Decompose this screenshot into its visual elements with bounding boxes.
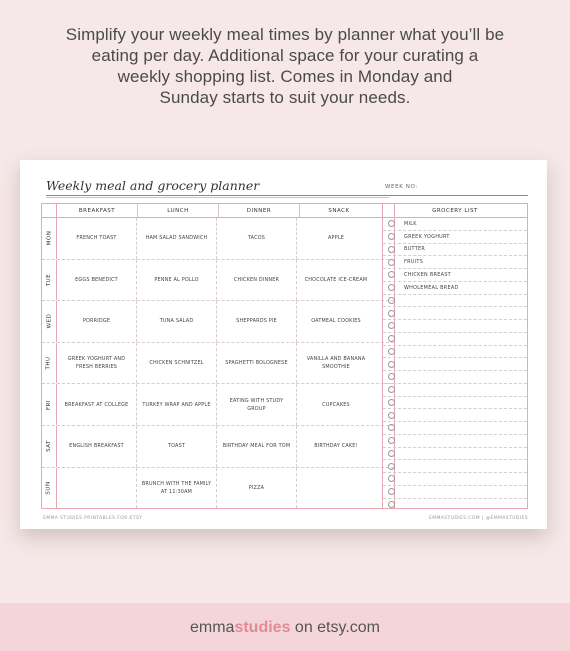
meal-cell-snack[interactable] [297,468,375,509]
grocery-list [382,203,528,509]
day-row-wed [42,301,394,343]
grocery-item [383,486,527,499]
title-divider [46,195,389,198]
intro-line-1: Simplify your weekly meal times by planner what you’ll be [65,25,505,44]
meal-cell-breakfast[interactable]: FRENCH TOAST [57,218,137,259]
meal-cell-snack[interactable]: VANILLA AND BANANA SMOOTHIE [306,356,366,371]
grocery-item [383,499,527,512]
checkbox-circle-icon[interactable] [388,399,395,406]
checkbox-circle-icon[interactable] [388,412,395,419]
grocery-item [383,460,527,473]
meal-cell-dinner[interactable]: TACOS [217,218,297,259]
checkbox-circle-icon[interactable] [388,310,395,317]
grocery-item [383,295,527,308]
day-label [42,260,57,301]
day-label-text: SUN [45,481,52,495]
checkbox-circle-icon[interactable] [388,450,395,457]
meal-cell-dinner[interactable]: BIRTHDAY MEAL FOR TOM [217,426,297,467]
day-label-text: THU [46,356,52,370]
checkbox-circle-icon[interactable] [388,373,395,380]
grocery-item-text[interactable]: GREEK YOGHURT [404,233,450,240]
grocery-item [383,473,527,486]
checkbox-circle-icon[interactable] [388,220,395,227]
meal-cell-breakfast[interactable]: EGGS BENEDICT [57,260,137,301]
grocery-item [383,384,527,397]
grocery-item [383,358,527,371]
day-label [42,384,57,425]
day-row-mon [42,218,394,260]
week-number-line [385,195,528,196]
day-label [42,343,57,384]
grocery-item [383,435,527,448]
grocery-item [383,218,527,231]
grocery-item [383,269,527,282]
meal-cell-dinner[interactable]: EATING WITH STUDY GROUP [217,384,297,425]
meal-cell-lunch[interactable]: CHICKEN SCHNITZEL [137,343,217,384]
meal-cell-dinner[interactable]: SPAGHETTI BOLOGNESE [217,343,297,384]
checkbox-circle-icon[interactable] [388,501,395,508]
meal-cell-snack[interactable]: APPLE [327,235,345,242]
meal-cell-snack[interactable]: OATMEAL COOKIES [311,318,361,325]
meal-cell-snack[interactable]: CHOCOLATE ICE-CREAM [304,276,368,283]
meal-cell-lunch[interactable]: HAM SALAD SANDWICH [137,218,217,259]
meal-cell-lunch[interactable]: PENNE AL POLLO [137,260,217,301]
checkbox-circle-icon[interactable] [388,424,395,431]
grocery-item [383,231,527,244]
day-label-text: TUE [46,273,52,287]
footer-website: EMMASTUDIES.COM | @EMMASTUDIES [428,516,528,521]
meal-cell-dinner[interactable]: PIZZA [217,468,297,509]
checkbox-circle-icon[interactable] [388,233,395,240]
checkbox-circle-icon[interactable] [388,437,395,444]
day-label [42,218,57,259]
day-label-text: FRI [45,399,52,410]
grocery-item [383,307,527,320]
grocery-item-text[interactable]: CHICKEN BREAST [404,271,451,278]
brand-prefix: emma [190,619,235,636]
day-row-sun [42,468,394,509]
grocery-item [383,422,527,435]
intro-line-4: Sunday starts to suit your needs. [159,88,411,107]
meal-cell-breakfast[interactable]: PORRIDGE [57,301,137,342]
meal-header-lunch: LUNCH [138,204,219,217]
grocery-item-text[interactable]: WHOLEMEAL BREAD [404,284,459,291]
meal-header-snack: SNACK [328,207,350,214]
checkbox-circle-icon[interactable] [388,488,395,495]
grocery-item [383,333,527,346]
meal-cell-breakfast[interactable] [57,468,137,509]
grocery-item [383,448,527,461]
checkbox-circle-icon[interactable] [388,322,395,329]
checkbox-circle-icon[interactable] [388,348,395,355]
day-label [42,301,57,342]
checkbox-circle-icon[interactable] [388,386,395,393]
intro-line-3: weekly shopping list. Comes in Monday and [117,67,453,86]
brand-bold: studies [234,619,291,636]
meal-header-corner [42,204,57,217]
grocery-item [383,256,527,269]
checkbox-circle-icon[interactable] [388,246,395,253]
grocery-item [383,282,527,295]
grocery-item [383,397,527,410]
day-label-text: WED [46,314,52,329]
meal-header-breakfast: BREAKFAST [57,204,138,217]
day-row-sat [42,426,394,468]
day-row-thu [42,343,394,385]
day-label-text: SAT [45,440,52,453]
footer-credit: EMMA STUDIES PRINTABLES FOR ETSY [43,516,143,521]
grocery-list-header: GROCERY LIST [383,204,527,218]
meal-cell-lunch[interactable]: TOAST [137,426,217,467]
meal-cell-lunch[interactable]: TUNA SALAD [137,301,217,342]
day-label [42,468,57,509]
meal-cell-breakfast[interactable]: ENGLISH BREAKFAST [57,426,137,467]
meal-cell-snack[interactable]: CUPCAKES [322,401,350,408]
checkbox-circle-icon[interactable] [388,271,395,278]
meal-cell-dinner[interactable]: CHICKEN DINNER [217,260,297,301]
meal-cell-breakfast[interactable]: BREAKFAST AT COLLEGE [57,384,137,425]
meal-cell-snack[interactable]: BIRTHDAY CAKE! [314,443,358,450]
checkbox-circle-icon[interactable] [388,284,395,291]
day-label-text: MON [46,230,53,246]
grocery-item-text[interactable]: FRUITS [404,259,424,266]
brand-line [0,619,570,637]
brand-suffix: on etsy.com [290,619,380,636]
intro-text [30,24,540,108]
checkbox-circle-icon[interactable] [388,361,395,368]
checkbox-circle-icon[interactable] [388,335,395,342]
meal-cell-dinner[interactable]: SHEPPARDS PIE [217,301,297,342]
checkbox-circle-icon[interactable] [388,297,395,304]
grocery-item-text[interactable]: BUTTER [404,246,426,253]
meal-cell-lunch[interactable]: TURKEY WRAP AND APPLE [137,384,217,425]
grocery-item-text[interactable]: MILK [404,220,417,227]
checkbox-circle-icon[interactable] [388,259,395,266]
grocery-item [383,371,527,384]
planner-sheet [20,160,547,529]
grocery-item [383,244,527,257]
meal-table [41,203,395,509]
intro-line-2: eating per day. Additional space for your curating a [91,46,479,65]
meal-header-dinner: DINNER [219,204,300,217]
meal-header-row [42,204,394,218]
meal-cell-breakfast[interactable]: GREEK YOGHURT AND FRESH BERRIES [57,343,137,384]
week-number-label: WEEK NO: [385,184,418,190]
day-label [42,426,57,467]
meal-cell-lunch[interactable]: BRUNCH WITH THE FAMILY AT 11:30AM [137,468,217,509]
grocery-item [383,320,527,333]
planner-title: Weekly meal and grocery planner [46,178,260,193]
grocery-item [383,409,527,422]
checkbox-circle-icon[interactable] [388,463,395,470]
day-row-tue [42,260,394,302]
day-row-fri [42,384,394,426]
grocery-item [383,346,527,359]
checkbox-circle-icon[interactable] [388,475,395,482]
